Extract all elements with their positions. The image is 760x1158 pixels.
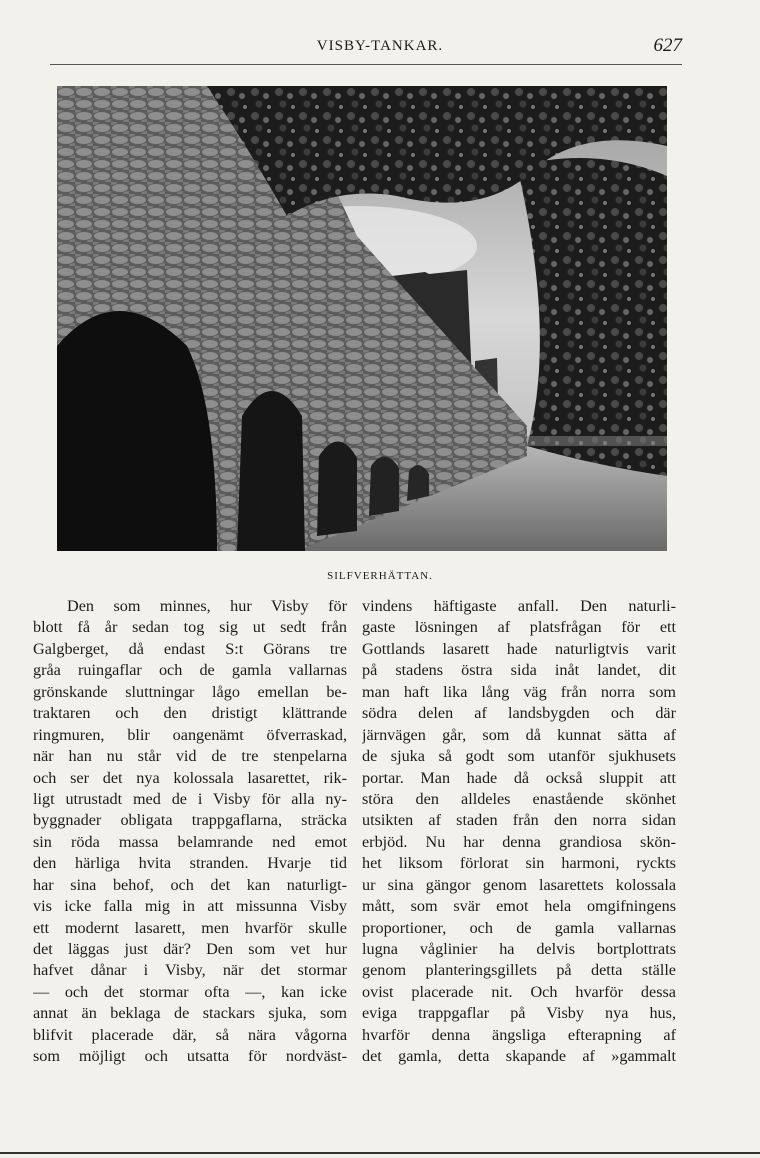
text-line: störa den alldeles enastående skönhet xyxy=(362,789,676,808)
text-line: proportioner, och de gamla vallarnas xyxy=(362,918,676,937)
text-line: erbjöd. Nu har denna grandiosa skön- xyxy=(362,832,676,851)
text-line: utsikten af staden från den norra sidan xyxy=(362,811,676,830)
text-line: man haft lika lång väg från norra som xyxy=(362,682,676,701)
text-line: som möjligt och utsatta för nordväst- xyxy=(33,1047,347,1066)
text-line: gaste lösningen af platsfrågan för ett xyxy=(362,618,676,637)
text-line: den härliga hvita stranden. Hvarje tid xyxy=(33,854,347,873)
page-bottom-edge xyxy=(0,1152,760,1154)
text-line: Galgberget, då endast S:t Görans tre xyxy=(33,639,347,658)
text-line: lugna våglinier ha delvis bortplottrats xyxy=(362,940,676,958)
header-rule xyxy=(50,64,682,65)
text-line: blott få år sedan tog sig ut sedt från xyxy=(33,618,347,637)
text-line: ringmuren, blir oangenämt öfverraskad, xyxy=(33,725,347,744)
text-line: gråa ruingaflar och de gamla vallarnas xyxy=(33,661,347,680)
text-line: det gamla, detta skapande af »gammalt xyxy=(362,1047,676,1066)
text-line: det läggas just där? Den som vet hur xyxy=(33,940,347,958)
text-column-left xyxy=(33,596,347,1068)
text-line: har sina behof, och det kan naturligt- xyxy=(33,875,347,894)
text-line: annat än beklaga de stackars sjuka, som xyxy=(33,1004,347,1023)
text-line: ett modernt lasarett, men hvarför skulle xyxy=(33,918,347,937)
photo-caption: SILFVERHÄTTAN. xyxy=(327,570,433,582)
photograph-illustration xyxy=(57,86,667,551)
text-line: ovist placerade nit. Och hvarför dessa xyxy=(362,982,676,1001)
text-line: eviga trappgaflar på Visby nya hus, xyxy=(362,1004,676,1023)
text-line: byggnader obligata trappgaflarna, sträcka xyxy=(33,811,347,830)
text-line: ligt utrustadt med de i Visby för alla ny- xyxy=(33,789,347,808)
text-line: ur sina gängor genom lasarettets kolossala xyxy=(362,875,676,894)
text-line: sin röda massa belamrande ned emot xyxy=(33,832,347,851)
text-line: vis icke falla mig in att missunna Visby xyxy=(33,897,347,916)
text-line: vindens häftigaste anfall. Den naturli- xyxy=(362,597,676,615)
text-line: — och det stormar ofta —, kan icke xyxy=(33,982,347,1001)
text-line: traktaren och den dristigt klättrande xyxy=(33,704,347,723)
text-line: blifvit placerade där, så nära vågorna xyxy=(33,1025,347,1044)
text-line: Den som minnes, hur Visby för xyxy=(67,597,347,615)
text-line: på stadens östra sida inåt landet, dit xyxy=(362,661,676,680)
text-line: portar. Man hade då också sluppit att xyxy=(362,768,676,787)
text-column-right xyxy=(362,596,676,1068)
text-line: het liksom förlorat sin harmoni, ryckts xyxy=(362,854,676,873)
text-line: hvarför denna ängsliga efterapning af xyxy=(362,1025,676,1044)
text-line: när han nu står vid de tre stenpelarna xyxy=(33,747,347,766)
text-line: Gottlands lasarett hade naturligtvis varit xyxy=(362,639,676,658)
text-line: de sjuka så godt som utanför sjukhusets xyxy=(362,747,676,766)
text-line: grönskande sluttningar lågo emellan be- xyxy=(33,682,347,701)
text-line: södra delen af landsbygden och där xyxy=(362,704,676,723)
text-line: järnvägen går, som då kunnat sätta af xyxy=(362,725,676,744)
photograph-city-wall xyxy=(57,86,667,551)
text-line: och ser det nya kolossala lasarettet, rik- xyxy=(33,768,347,787)
text-line: mått, som svär emot hela omgifningens xyxy=(362,897,676,916)
running-header-title: VISBY-TANKAR. xyxy=(316,38,444,54)
text-line: genom planteringsgillets på detta ställe xyxy=(362,961,676,980)
text-line: hafvet dånar i Visby, när det stormar xyxy=(33,961,347,980)
page-number: 627 xyxy=(653,35,682,56)
